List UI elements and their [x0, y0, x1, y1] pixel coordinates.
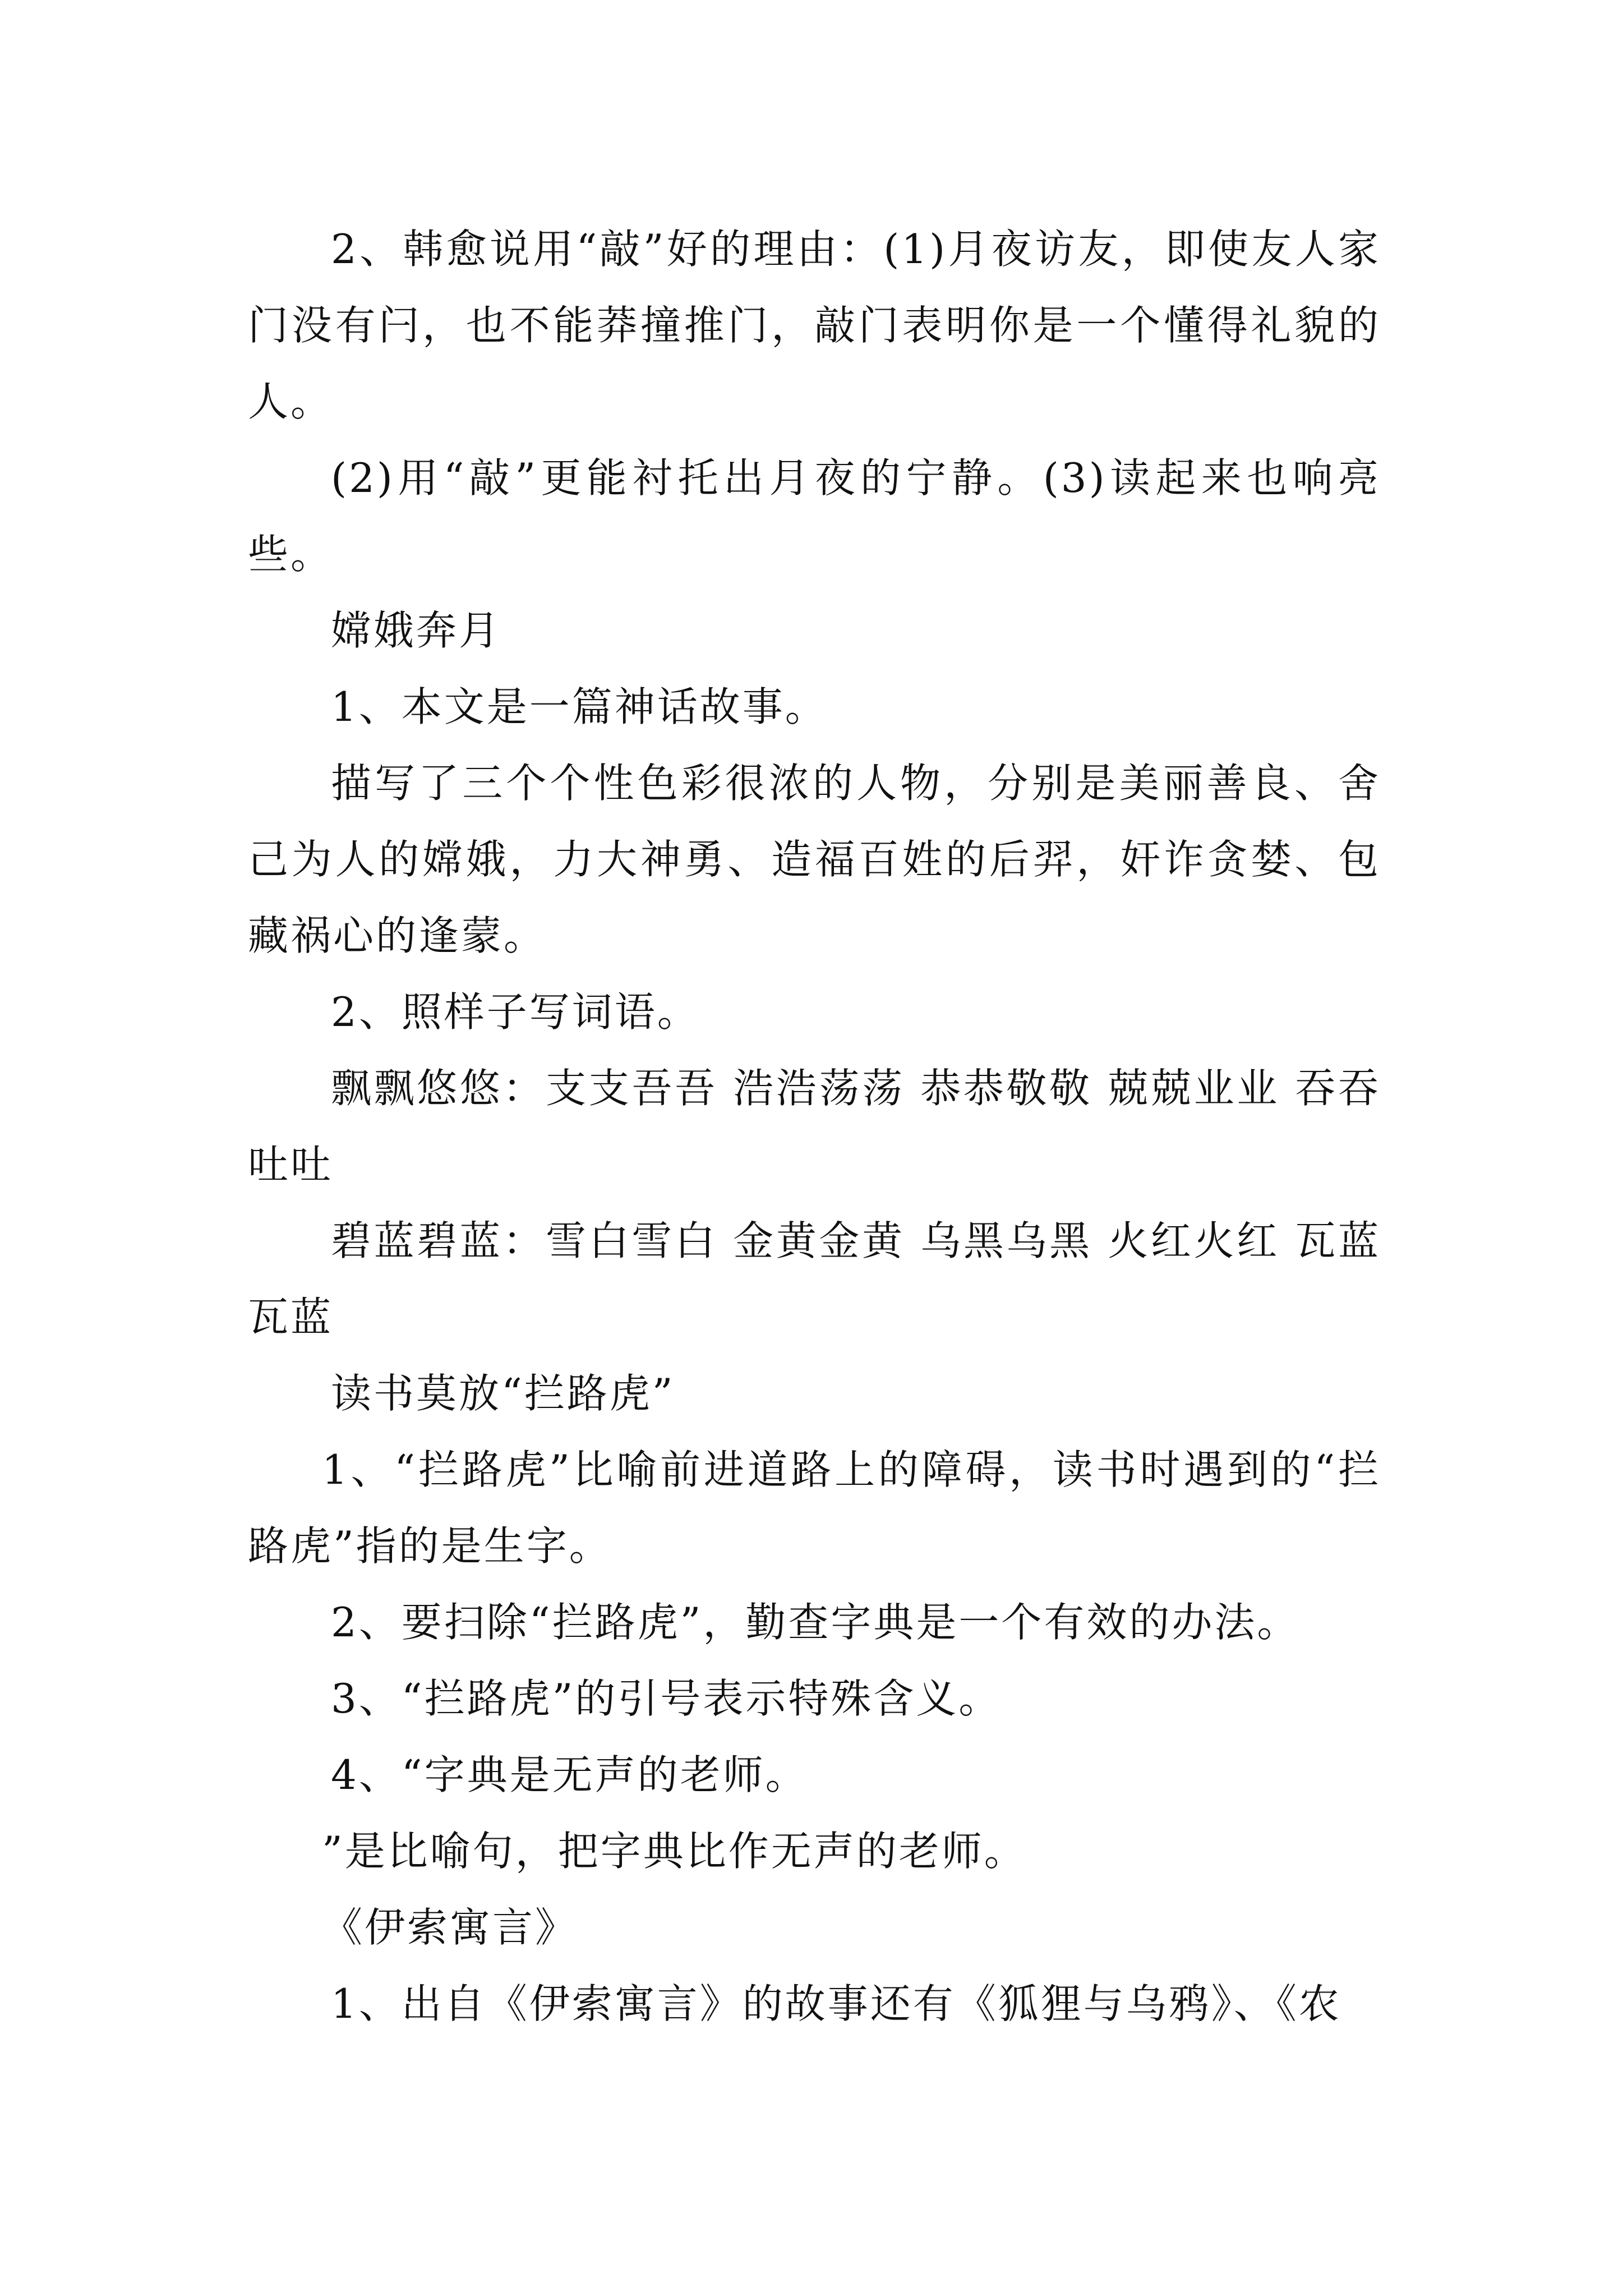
- paragraph-reason-more: (2)用“敲”更能衬托出月夜的宁静。(3)读起来也响亮些。: [248, 454, 1381, 578]
- paragraph-reason-heading: 2、韩愈说用“敲”好的理由：(1)月夜访友，即使友人家门没有闩，也不能莽撞推门，敲门表明你是一个懂得礼貌的人。: [248, 226, 1381, 425]
- document-body: [248, 211, 1381, 2042]
- section-title-lanluhu: 读书莫放“拦路虎”: [331, 1370, 675, 1417]
- paragraph-lanluhu-metaphor: 1、“拦路虎”比喻前进道路上的障碍，读书时遇到的“拦路虎”指的是生字。: [248, 1446, 1381, 1570]
- paragraph-characters: 描写了三个个性色彩很浓的人物，分别是美丽善良、舍己为人的嫦娥，力大神勇、造福百姓的后羿，奸诈贪婪、包藏祸心的逢蒙。: [248, 760, 1381, 959]
- paragraph-myth-story: 1、本文是一篇神话故事。: [331, 683, 828, 730]
- paragraph-dictionary-teacher: 4、“字典是无声的老师。: [331, 1751, 808, 1798]
- paragraph-metaphor-sentence: ”是比喻句，把字典比作无声的老师。: [322, 1828, 1027, 1875]
- paragraph-write-words: 2、照样子写词语。: [331, 988, 700, 1036]
- paragraph-word-examples-1: 飘飘悠悠：支支吾吾 浩浩荡荡 恭恭敬敬 兢兢业业 吞吞吐吐: [248, 1065, 1381, 1188]
- section-title-change-flies-to-moon: 嫦娥奔月: [331, 607, 502, 654]
- paragraph-aesop-stories: 1、出自《伊索寓言》的故事还有《狐狸与乌鸦》、《农: [331, 1980, 1341, 2027]
- paragraph-quote-meaning: 3、“拦路虎”的引号表示特殊含义。: [331, 1675, 1002, 1722]
- section-title-aesop: 《伊索寓言》: [322, 1904, 578, 1951]
- paragraph-dictionary-method: 2、要扫除“拦路虎”，勤查字典是一个有效的办法。: [331, 1599, 1300, 1646]
- paragraph-word-examples-2: 碧蓝碧蓝：雪白雪白 金黄金黄 乌黑乌黑 火红火红 瓦蓝瓦蓝: [248, 1217, 1381, 1341]
